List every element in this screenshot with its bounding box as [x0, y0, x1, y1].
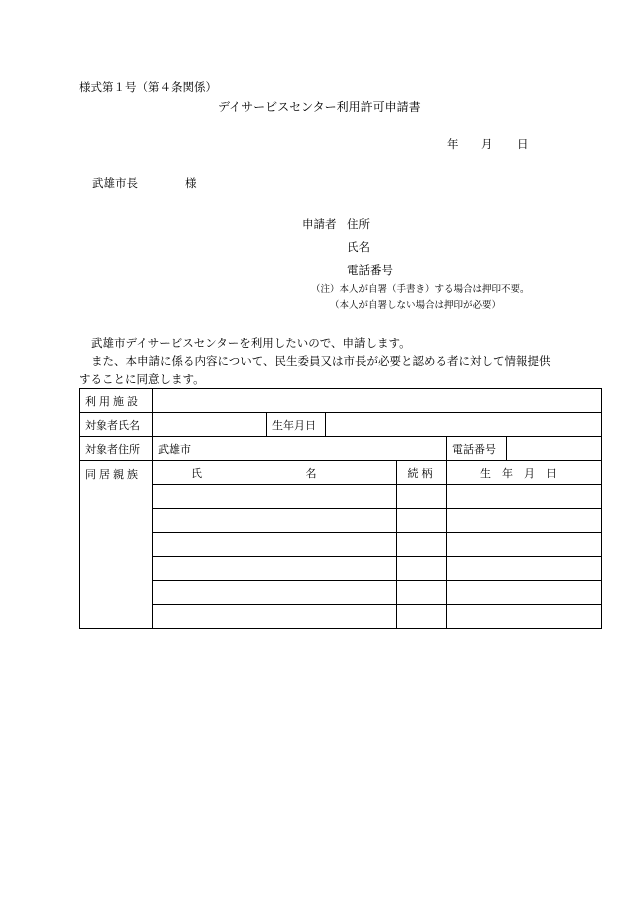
family-name-field[interactable]: [153, 509, 397, 533]
family-col-relation: 続柄: [397, 461, 447, 485]
subject-address-label: 対象者住所: [80, 437, 153, 461]
family-relation-field[interactable]: [397, 509, 447, 533]
address-value: 武雄市: [158, 442, 191, 456]
applicant-address-label: 住所: [347, 217, 370, 231]
applicant-name-label: 氏名: [347, 240, 370, 254]
row-subject-address: [80, 437, 602, 461]
addressee-name: 武雄市長: [92, 176, 138, 190]
family-birth-field[interactable]: [447, 533, 602, 557]
family-col-birth: 生年月日: [447, 461, 602, 485]
family-relation-field[interactable]: [397, 533, 447, 557]
table-row: [80, 605, 602, 629]
facility-label: 利用施設: [80, 389, 153, 413]
birthdate-field[interactable]: [326, 413, 602, 437]
subject-name-label: 対象者氏名: [80, 413, 153, 437]
family-name-field[interactable]: [153, 533, 397, 557]
family-relation-field[interactable]: [397, 581, 447, 605]
family-col-name-2: 名: [305, 466, 317, 480]
family-birth-field[interactable]: [447, 581, 602, 605]
family-birth-field[interactable]: [447, 485, 602, 509]
document-title: デイサービスセンター利用許可申請書: [218, 100, 421, 114]
row-facility: [80, 389, 602, 413]
family-label: 同居親族: [80, 461, 153, 629]
table-row: [80, 581, 602, 605]
subject-name-field[interactable]: [153, 413, 267, 437]
family-name-field[interactable]: [153, 485, 397, 509]
body-paragraph-1: 武雄市デイサービスセンターを利用したいので、申請します。: [91, 336, 411, 350]
facility-field[interactable]: [153, 389, 602, 413]
family-relation-field[interactable]: [397, 557, 447, 581]
family-birth-field[interactable]: [447, 509, 602, 533]
phone-label: 電話番号: [447, 437, 507, 461]
applicant-note-2: （本人が自署しない場合は押印が必要）: [330, 300, 502, 311]
form-number: 様式第１号（第４条関係）: [79, 80, 217, 94]
body-paragraph-2: また、本申請に係る内容について、民生委員又は市長が必要と認める者に対して情報提供することに同意します。: [79, 354, 551, 386]
addressee-honorific: 様: [185, 176, 197, 190]
table-row: [80, 557, 602, 581]
table-row: [80, 509, 602, 533]
birthdate-label: 生年月日: [267, 413, 326, 437]
family-relation-field[interactable]: [397, 605, 447, 629]
date-day: 日: [517, 137, 529, 151]
family-birth-field[interactable]: [447, 557, 602, 581]
table-row: [80, 485, 602, 509]
family-relation-field[interactable]: [397, 485, 447, 509]
family-birth-field[interactable]: [447, 605, 602, 629]
application-table: [79, 388, 602, 629]
family-col-name-1: 氏: [191, 466, 202, 480]
applicant-label: 申請者: [302, 217, 337, 231]
phone-field[interactable]: [507, 437, 602, 461]
date-year: 年: [447, 137, 459, 151]
row-subject-name: [80, 413, 602, 437]
row-family-header: [80, 461, 602, 485]
applicant-note-1: （注）本人が自署（手書き）する場合は押印不要。: [311, 284, 530, 295]
applicant-phone-label: 電話番号: [347, 263, 393, 277]
table-row: [80, 533, 602, 557]
subject-address-field[interactable]: [153, 437, 447, 461]
family-col-name: [153, 461, 397, 485]
date-month: 月: [481, 137, 493, 151]
family-name-field[interactable]: [153, 557, 397, 581]
family-name-field[interactable]: [153, 605, 397, 629]
family-name-field[interactable]: [153, 581, 397, 605]
